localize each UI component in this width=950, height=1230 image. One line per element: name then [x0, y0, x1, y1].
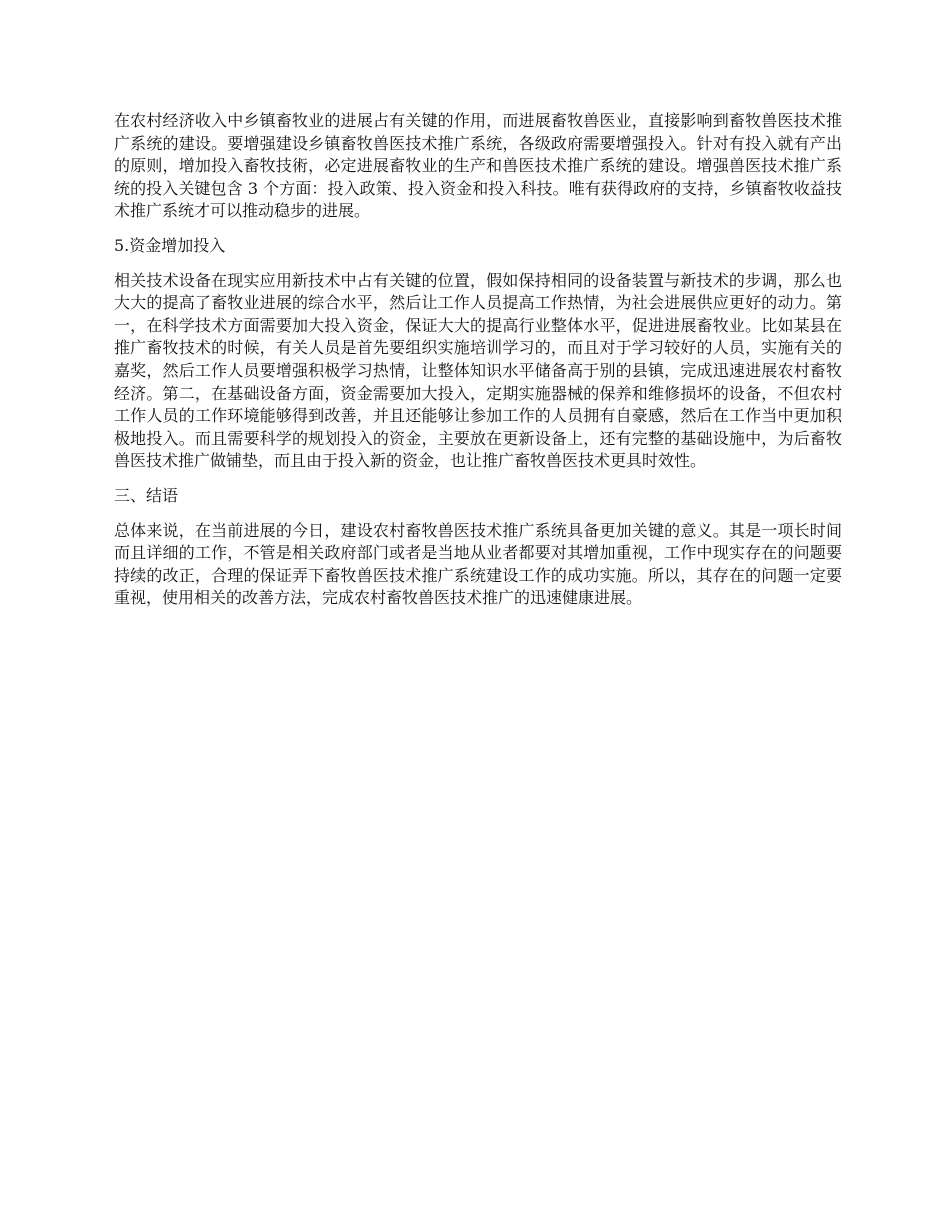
section-heading-conclusion: 三、结语	[114, 485, 179, 505]
document-body	[114, 110, 842, 622]
paragraph-investment-overview: 在农村经济收入中乡镇畜牧业的进展占有关键的作用，而进展畜牧兽医业，直接影响到畜牧兽医技术推广系统的建设。要增强建设乡镇畜牧兽医技术推广系统，各级政府需要增强投入。针对有投入就有产出的原则，增加投入畜牧技術，必定进展畜牧业的生产和兽医技术推广系统的建设。增强兽医技术推广系统的投入关键包含 3 个方面：投入政策、投入资金和投入科技。唯有获得政府的支持，乡镇畜牧收益技术推广系统才可以推动稳步的进展。	[114, 111, 842, 221]
paragraph-conclusion: 总体来说，在当前进展的今日，建设农村畜牧兽医技术推广系统具备更加关键的意义。其是一项长时间而且详细的工作，不管是相关政府部门或者是当地从业者都要对其增加重视，工作中现实存在的问题要持续的改正，合理的保证弄下畜牧兽医技术推广系统建设工作的成功实施。所以，其存在的问题一定要重视，使用相关的改善方法，完成农村畜牧兽医技术推广的迅速健康进展。	[114, 520, 842, 608]
section-heading-funding: 5.资金增加投入	[114, 235, 226, 255]
paragraph-funding-investment: 相关技术设备在现实应用新技术中占有关键的位置，假如保持相同的设备装置与新技术的步调，那么也大大的提高了畜牧业进展的综合水平，然后让工作人员提高工作热情，为社会进展供应更好的动力。第一，在科学技术方面需要加大投入资金，保证大大的提高行业整体水平，促进进展畜牧业。比如某县在推广畜牧技术的时候，有关人员是首先要组织实施培训学习的，而且对于学习较好的人员，实施有关的嘉奖，然后工作人员要增强积极学习热情，让整体知识水平储备高于别的县镇，完成迅速进展农村畜牧经济。第二，在基础设备方面，资金需要加大投入，定期实施器械的保养和维修损坏的设备，不但农村工作人员的工作环境能够得到改善，并且还能够让参加工作的人员拥有自豪感，然后在工作当中更加积极地投入。而且需要科学的规划投入的资金，主要放在更新设备上，还有完整的基础设施中，为后畜牧兽医技术推广做铺垫，而且由于投入新的资金，也让推广畜牧兽医技术更具时效性。	[114, 270, 842, 471]
